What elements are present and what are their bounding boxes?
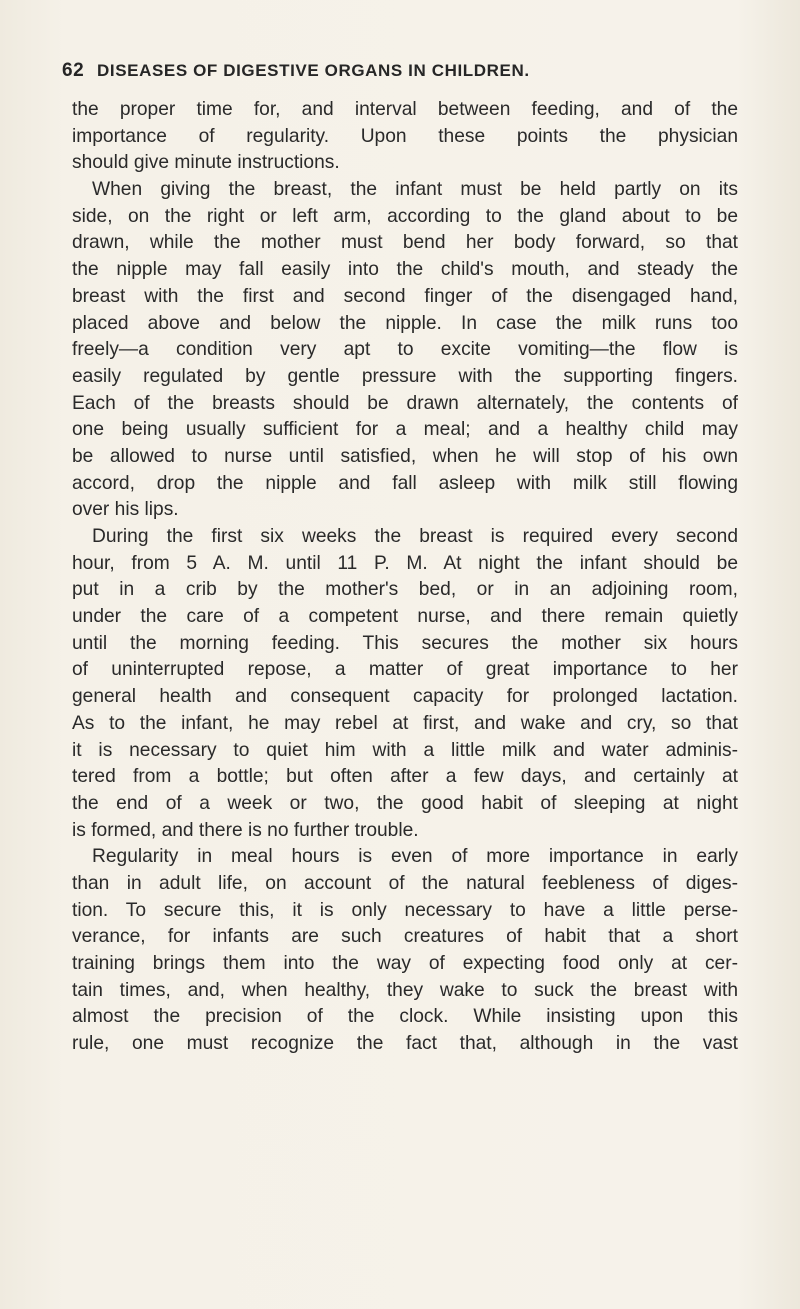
text-line: tion. To secure this, it is only necessary to have a little perse-	[72, 899, 738, 921]
text-line: is formed, and there is no further trouble.	[72, 819, 419, 841]
text-line: rule, one must recognize the fact that, although in the vast	[72, 1033, 738, 1055]
text-line: under the care of a competent nurse, and there remain quietly	[72, 606, 738, 628]
text-line: almost the precision of the clock. While insisting upon this	[72, 1006, 738, 1028]
text-line: than in adult life, on account of the natural feebleness of diges-	[72, 872, 738, 894]
text-line: the nipple may fall easily into the child's mouth, and steady the	[72, 259, 738, 281]
text-line: easily regulated by gentle pressure with the supporting fingers.	[72, 365, 738, 387]
paragraph-start-line: Regularity in meal hours is even of more importance in early	[92, 846, 738, 868]
text-line: general health and consequent capacity for prolonged lactation.	[72, 686, 738, 708]
text-line: put in a crib by the mother's bed, or in an adjoining room,	[72, 579, 738, 601]
text-line: importance of regularity. Upon these points the physician	[72, 125, 738, 147]
text-line: Each of the breasts should be drawn alternately, the contents of	[72, 392, 738, 414]
text-line: of uninterrupted repose, a matter of great importance to her	[72, 659, 738, 681]
text-line: accord, drop the nipple and fall asleep with milk still flowing	[72, 472, 738, 494]
text-line: over his lips.	[72, 499, 179, 521]
text-line: it is necessary to quiet him with a little milk and water adminis-	[72, 739, 738, 761]
text-line: be allowed to nurse until satisfied, when he will stop of his own	[72, 445, 738, 467]
page-header	[62, 60, 742, 82]
text-line: tain times, and, when healthy, they wake to suck the breast with	[72, 979, 738, 1001]
text-line: As to the infant, he may rebel at first, and wake and cry, so that	[72, 712, 738, 734]
page-number: 62	[62, 60, 85, 81]
text-line: training brings them into the way of expecting food only at cer-	[72, 953, 738, 974]
text-line: hour, from 5 A. M. until 11 P. M. At night the infant should be	[72, 552, 738, 574]
body-text	[72, 97, 738, 1058]
text-line: drawn, while the mother must bend her body forward, so that	[72, 232, 738, 254]
text-line: tered from a bottle; but often after a few days, and certainly at	[72, 766, 738, 788]
text-line: verance, for infants are such creatures of habit that a short	[72, 926, 738, 948]
text-line: one being usually sufficient for a meal; and a healthy child may	[72, 419, 738, 441]
text-line: breast with the first and second finger of the disengaged hand,	[72, 285, 738, 307]
running-title: DISEASES OF DIGESTIVE ORGANS IN CHILDREN.	[97, 61, 530, 80]
text-line: freely—a condition very apt to excite vomiting—the flow is	[72, 339, 738, 361]
text-line: until the morning feeding. This secures the mother six hours	[72, 632, 738, 654]
text-line: the end of a week or two, the good habit of sleeping at night	[72, 792, 738, 814]
paragraph-start-line: During the first six weeks the breast is required every second	[92, 526, 738, 547]
text-line: placed above and below the nipple. In case the milk runs too	[72, 312, 738, 334]
text-line: should give minute instructions.	[72, 152, 340, 174]
text-line: side, on the right or left arm, according to the gland about to be	[72, 205, 738, 227]
paragraph-start-line: When giving the breast, the infant must be held partly on its	[92, 179, 738, 201]
text-line: the proper time for, and interval between feeding, and of the	[72, 99, 738, 120]
